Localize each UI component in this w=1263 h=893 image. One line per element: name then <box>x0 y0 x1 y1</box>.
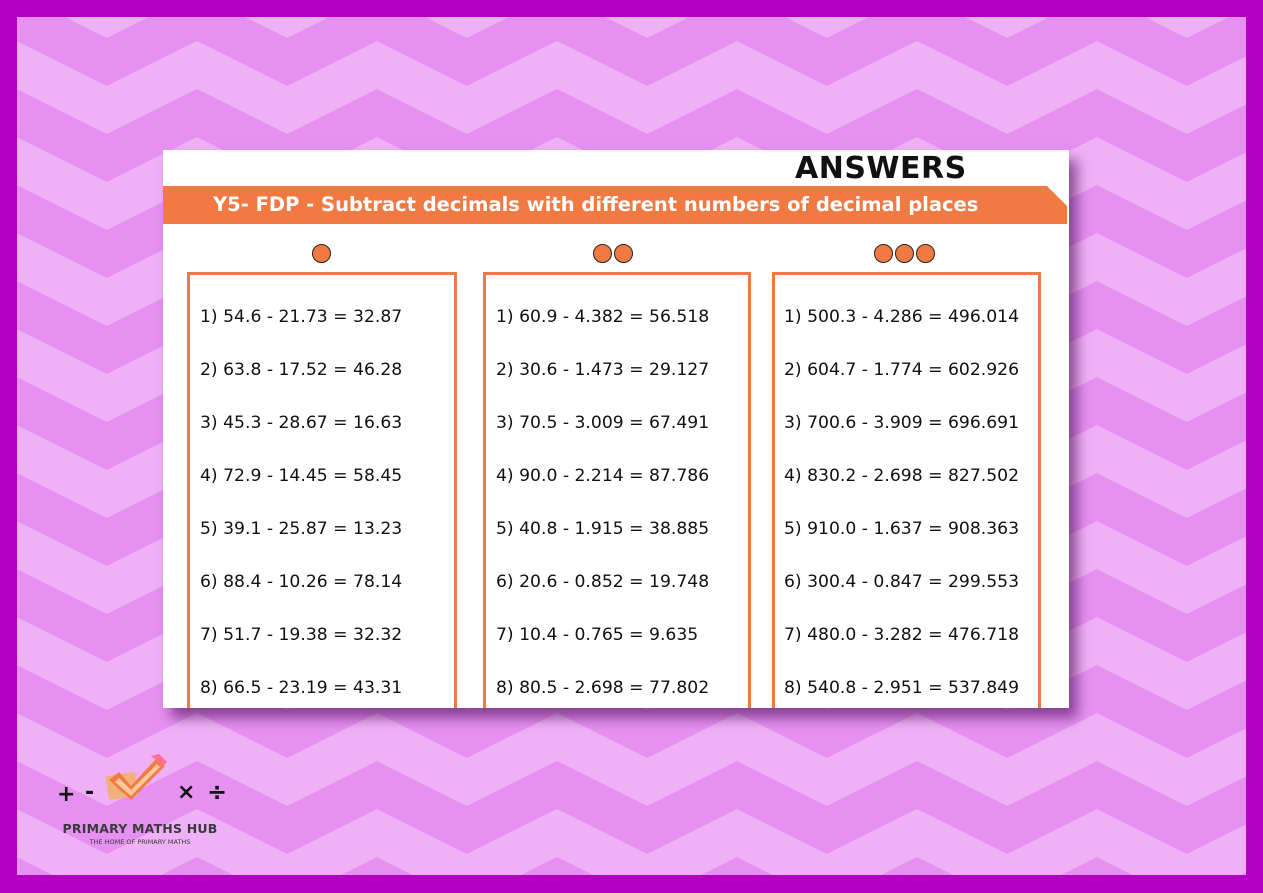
logo-tagline: THE HOME OF PRIMARY MATHS <box>89 838 191 846</box>
title-banner <box>163 186 1067 224</box>
answer-item: 1) 60.9 - 4.382 = 56.518 <box>496 307 710 327</box>
difficulty-1-dots <box>312 244 331 263</box>
answer-item: 6) 20.6 - 0.852 = 19.748 <box>496 572 710 592</box>
logo-name: PRIMARY MATHS HUB <box>62 821 218 836</box>
answer-item: 2) 604.7 - 1.774 = 602.926 <box>784 360 1020 380</box>
answer-item: 8) 80.5 - 2.698 = 77.802 <box>496 678 710 698</box>
divide-icon: ÷ <box>207 778 228 806</box>
difficulty-dot-icon <box>614 244 633 263</box>
answer-item: 3) 70.5 - 3.009 = 67.491 <box>496 413 710 433</box>
answer-item: 6) 88.4 - 10.26 = 78.14 <box>200 572 403 592</box>
answer-column-1 <box>187 272 457 708</box>
worksheet-title: Y5- FDP - Subtract decimals with different numbers of decimal places <box>213 193 979 216</box>
answer-item: 5) 40.8 - 1.915 = 38.885 <box>496 519 710 539</box>
answer-item: 4) 830.2 - 2.698 = 827.502 <box>784 466 1020 486</box>
multiply-icon: × <box>177 780 196 805</box>
difficulty-dot-icon <box>895 244 914 263</box>
answer-item: 4) 72.9 - 14.45 = 58.45 <box>200 466 403 486</box>
difficulty-dot-icon <box>593 244 612 263</box>
difficulty-dot-icon <box>916 244 935 263</box>
answer-item: 8) 540.8 - 2.951 = 537.849 <box>784 678 1020 698</box>
zigzag-stripe <box>17 857 1246 875</box>
difficulty-2-dots <box>593 244 633 263</box>
answer-item: 1) 500.3 - 4.286 = 496.014 <box>784 307 1020 327</box>
answer-item: 3) 700.6 - 3.909 = 696.691 <box>784 413 1020 433</box>
answer-item: 3) 45.3 - 28.67 = 16.63 <box>200 413 403 433</box>
plus-icon: + <box>57 782 76 807</box>
background-frame <box>17 17 1246 875</box>
answer-item: 1) 54.6 - 21.73 = 32.87 <box>200 307 403 327</box>
worksheet-image <box>163 150 1069 708</box>
difficulty-3-dots <box>874 244 935 263</box>
zigzag-stripe <box>17 17 1246 86</box>
answer-item: 4) 90.0 - 2.214 = 87.786 <box>496 466 710 486</box>
answer-column-3 <box>772 272 1041 708</box>
answer-item: 7) 51.7 - 19.38 = 32.32 <box>200 625 403 645</box>
answer-item: 5) 39.1 - 25.87 = 13.23 <box>200 519 403 539</box>
difficulty-dot-icon <box>874 244 893 263</box>
answer-item: 5) 910.0 - 1.637 = 908.363 <box>784 519 1020 539</box>
answer-item: 8) 66.5 - 23.19 = 43.31 <box>200 678 403 698</box>
answer-item: 2) 63.8 - 17.52 = 46.28 <box>200 360 403 380</box>
primary-maths-hub-logo <box>45 752 235 852</box>
answers-header: ANSWERS <box>795 151 967 186</box>
answer-item: 7) 480.0 - 3.282 = 476.718 <box>784 625 1020 645</box>
answer-item: 7) 10.4 - 0.765 = 9.635 <box>496 625 699 645</box>
answer-item: 2) 30.6 - 1.473 = 29.127 <box>496 360 710 380</box>
minus-icon: - <box>85 780 95 805</box>
checkmark-icon <box>105 754 169 806</box>
answer-column-2 <box>483 272 751 708</box>
difficulty-dot-icon <box>312 244 331 263</box>
answer-item: 6) 300.4 - 0.847 = 299.553 <box>784 572 1020 592</box>
